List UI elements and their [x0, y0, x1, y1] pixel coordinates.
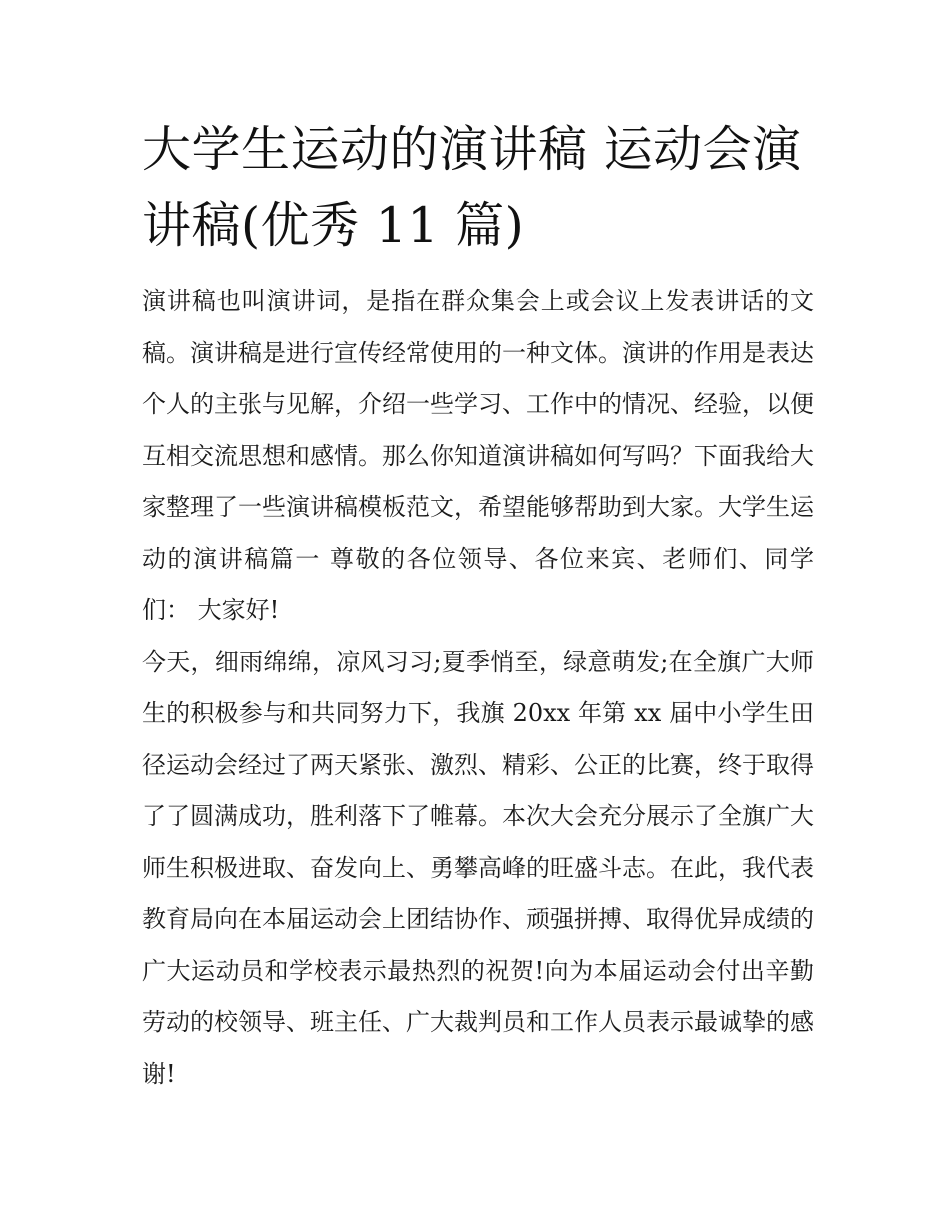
document-page: [142, 112, 814, 1100]
document-title: 大学生运动的演讲稿 运动会演讲稿(优秀 11 篇): [142, 121, 802, 254]
body-paragraph: 今天，细雨绵绵，凉风习习;夏季悄至，绿意萌发;在全旗广大师生的积极参与和共同努力下，我旗 20xx 年第 xx 届中小学生田径运动会经过了两天紧张、激烈、精彩、公正的比赛，终于取得了了圆满成功，胜利落下了帷幕。本次大会充分展示了全旗广大师生积极进取、奋发向上、勇攀高峰的旺盛斗志。在此，我代表教育局向在本届运动会上团结协作、顽强拼搏、取得优异成绩的广大运动员和学校表示最热烈的祝贺!向为本届运动会付出辛勤劳动的校领导、班主任、广大裁判员和工作人员表示最诚挚的感谢!: [142, 647, 814, 1088]
intro-paragraph: 演讲稿也叫演讲词，是指在群众集会上或会议上发表讲话的文稿。演讲稿是进行宣传经常使用的一种文体。演讲的作用是表达个人的主张与见解，介绍一些学习、工作中的情况、经验，以便互相交流思想和感情。那么你知道演讲稿如何写吗？下面我给大家整理了一些演讲稿模板范文，希望能够帮助到大家。大学生运动的演讲稿篇一 尊敬的各位领导、各位来宾、老师们、同学们： 大家好!: [142, 287, 814, 624]
